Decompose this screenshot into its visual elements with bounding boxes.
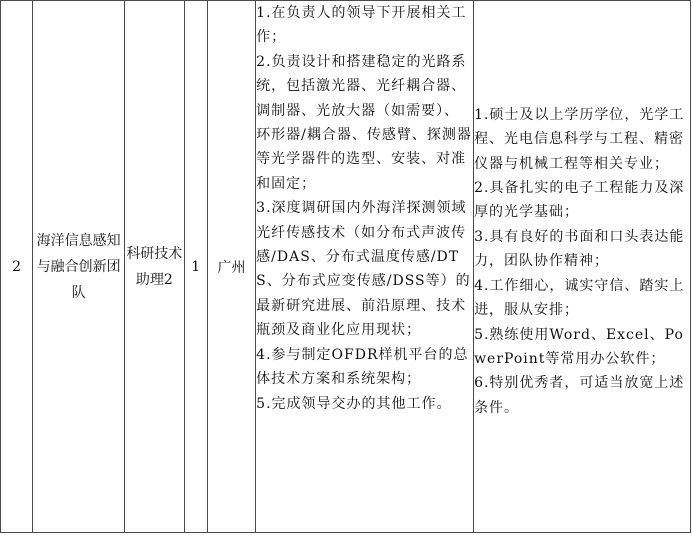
cell-spacer bbox=[474, 420, 690, 442]
requirements-list bbox=[474, 91, 690, 420]
requirement-item: 1.硕士及以上学历学位，光学工程、光电信息科学与工程、精密仪器与机械工程等相关专业； bbox=[474, 106, 685, 172]
team-name: 海洋信息感知与融合创新团队 bbox=[36, 232, 121, 301]
row-number-cell bbox=[1, 1, 33, 533]
position-title: 科研技术助理2 bbox=[126, 245, 183, 288]
team-cell bbox=[33, 1, 125, 533]
location-value: 广州 bbox=[217, 259, 246, 276]
duty-item: 1.在负责人的领导下开展相关工作； bbox=[256, 5, 467, 46]
duty-item: 4.参与制定OFDR样机平台的总体技术方案和系统架构； bbox=[256, 346, 469, 388]
requirement-item: 4.工作细心，诚实守信、踏实上进，服从安排； bbox=[474, 277, 685, 319]
requirement-item: 5.熟练使用Word、Excel、PowerPoint等常用办公软件； bbox=[474, 326, 684, 367]
position-cell bbox=[125, 1, 185, 533]
requirement-item: 6.特别优秀者，可适当放宽上述条件。 bbox=[474, 375, 685, 416]
requirement-item: 2.具备扎实的电子工程能力及深厚的光学基础； bbox=[474, 180, 685, 221]
duty-item: 5.完成领导交办的其他工作。 bbox=[256, 395, 452, 412]
headcount-cell bbox=[184, 1, 207, 533]
row-number: 2 bbox=[12, 258, 22, 275]
requirement-item: 3.具有良好的书面和口头表达能力，团队协作精神； bbox=[474, 228, 685, 270]
table-row bbox=[1, 1, 691, 533]
duty-item: 2.负责设计和搭建稳定的光路系统，包括激光器、光纤耦合器、调制器、光放大器（如需要）、环形器/耦合器、传感臂、探测器等光学器件的选型、安装、对准和固定； bbox=[256, 53, 472, 192]
duty-item: 3.深度调研国内外海洋探测领域光纤传感技术（如分布式声波传感/DAS、分布式温度传感/DTS、分布式应变传感/DSS等）的最新研究进展、前沿原理、技术瓶颈及商业化应用现状； bbox=[256, 200, 471, 339]
headcount-value: 1 bbox=[191, 258, 201, 275]
duties-cell bbox=[256, 1, 474, 533]
location-cell bbox=[207, 1, 255, 533]
requirements-cell bbox=[474, 1, 691, 533]
